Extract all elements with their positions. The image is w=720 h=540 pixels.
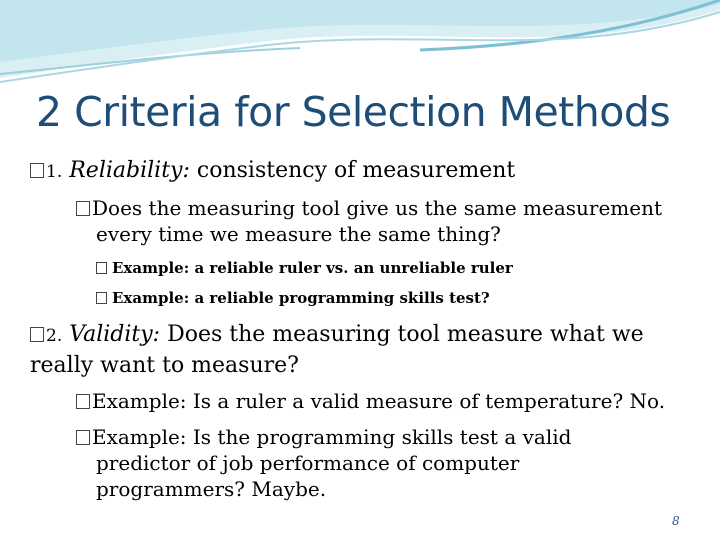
bullet-box-icon	[30, 327, 44, 342]
term-validity: Validity:	[69, 322, 161, 347]
list-item-example-test	[96, 288, 696, 308]
bullet-box-icon	[76, 394, 90, 409]
list-item-example-ruler-temperature	[76, 388, 696, 414]
item-text: Does the measuring tool measure what we really want to measure?	[30, 322, 644, 378]
bullet-box-icon	[96, 262, 107, 274]
bullet-box-icon	[76, 201, 90, 216]
list-item-validity	[30, 320, 698, 381]
bullet-box-icon	[30, 163, 44, 178]
bullet-box-icon	[76, 430, 90, 445]
wave-decoration	[0, 0, 720, 90]
term-reliability: Reliability:	[69, 158, 190, 183]
item-text: Example: Is a ruler a valid measure of temperature? No.	[92, 389, 666, 413]
list-item-reliability	[30, 156, 690, 187]
item-text: Example: a reliable ruler vs. an unreliable ruler	[112, 259, 513, 277]
bullet-box-icon	[96, 292, 107, 304]
list-item-reliability-question	[76, 195, 716, 247]
slide-title: 2 Criteria for Selection Methods	[36, 88, 671, 136]
item-text: consistency of measurement	[189, 158, 516, 183]
item-number: 2.	[46, 326, 63, 346]
item-text: Example: a reliable programming skills test?	[112, 289, 490, 307]
item-text: Does the measuring tool give us the same measurement every time we measure the same thing?	[92, 196, 663, 246]
list-item-example-programming-test	[76, 424, 616, 502]
page-number: 8	[672, 514, 680, 528]
item-number: 1.	[46, 162, 63, 182]
list-item-example-ruler	[96, 258, 696, 278]
item-text: Example: Is the programming skills test a valid predictor of job performance of computer programmers? Maybe.	[92, 425, 572, 501]
